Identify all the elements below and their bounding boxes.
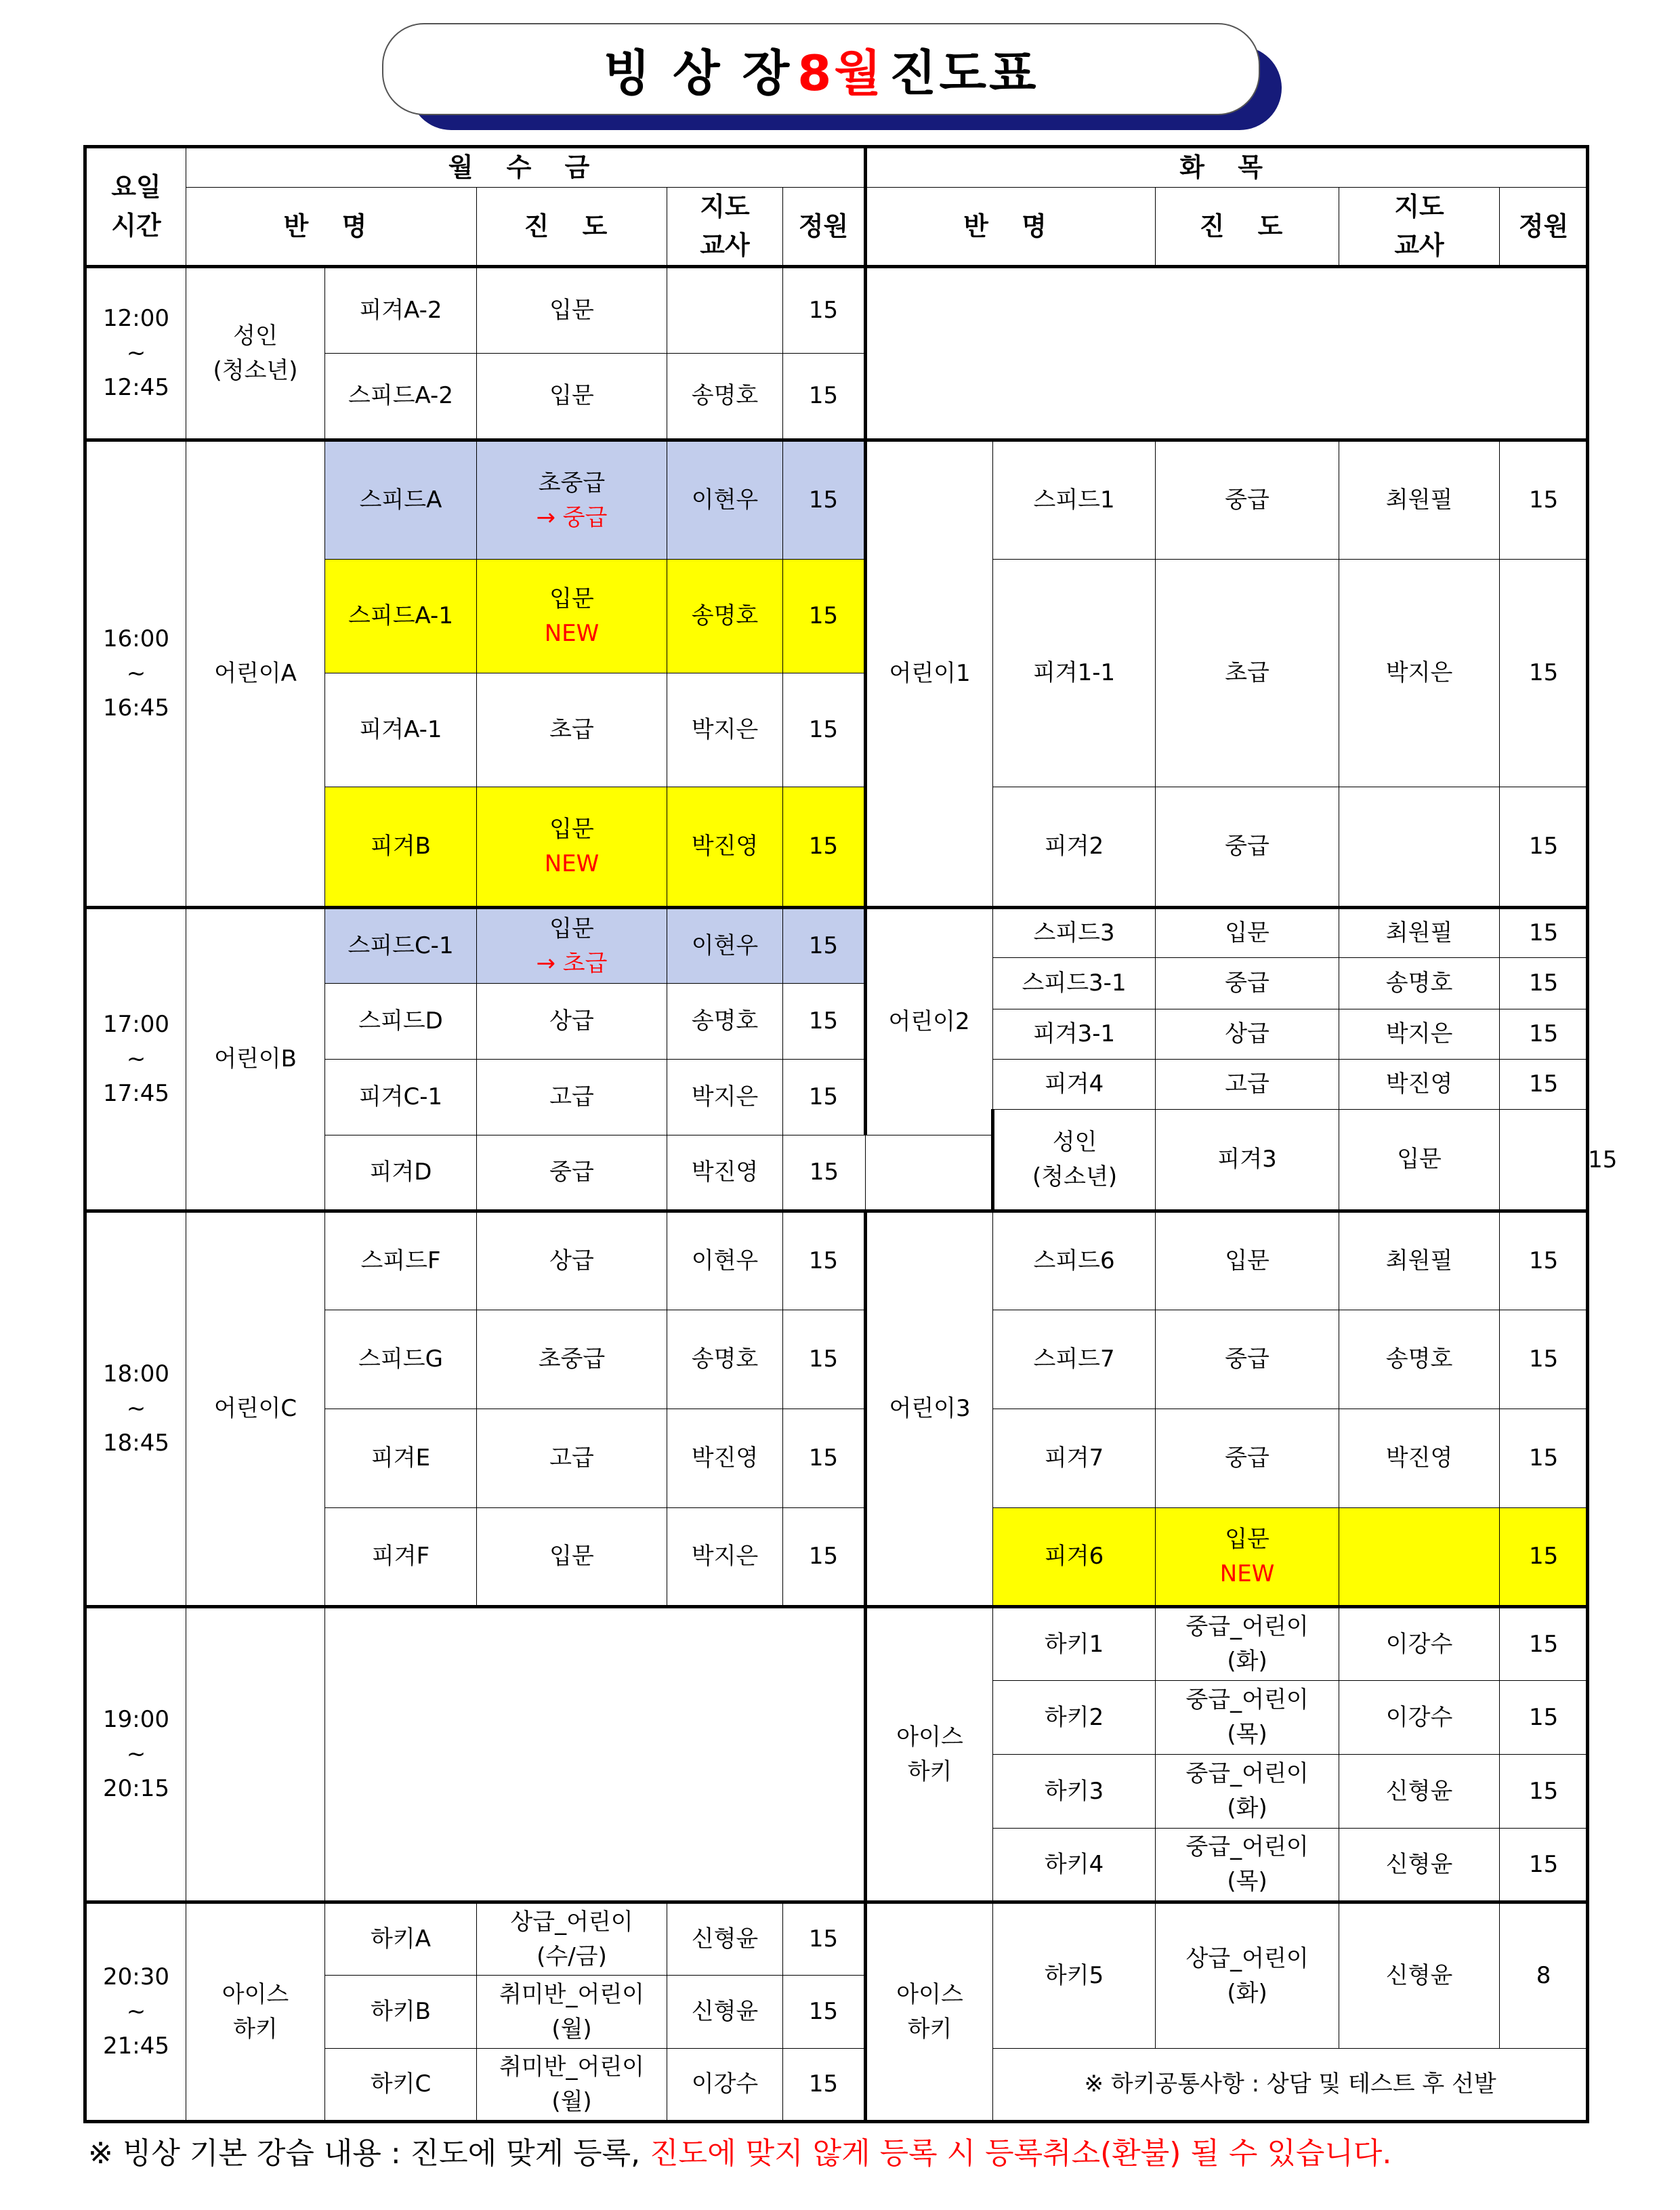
schedule-table: 요일 시간 월 수 금 화 목 반 명 진 도 지도 교사 정원 반 명 진 도 지도 교사 정원 12:00 ~ 12:45 성인 (청소년) 피겨A-2 입문 15 스피드A-2 입문 송명호 15 16:00 ~ 16:45 어린이A 스피드A 초중급 → 중급 이현우 15 어린이1 스피드1 중급 최원필 15 스피드A-1 입문 NEW 송명호 15 피겨1-1 초급 박지은 15 피겨A-1 초급 박지은 15 피겨2 중급 15 피겨B 입문 NEW 박진영 15 17:00 ~ 17:45 어린이B 스피드C-1 입문 → 초급 이현우 15 어린이2 스피드3 입문 최원필 15 스피드3-1 중급 송명호 15 스피드D 상급 송명호 15 피겨3-1 상급 박지은 15 피겨C-1 고급 박지은 15 피겨4 고급 박진영 15 성인 (청소년) 피겨3 입문 15 피겨D 중급 박진영 15 18:00 ~ 18:45 어린이C 스피드F 상급 이현우 15 어린이3 스피드6 입문 최원필 15 스피드G 초중급 송명호 15 스피드7 중급 송명호 15 피겨E 고급 박진영 15 피겨7 중급 박진영 15 피겨F 입문 박지은 15 피겨6 입문 NEW 15 19:00 ~ 20:15 아이스 하키 하키1 중급_어린이 (화) 이강수 15 하키2 중급_어린이 (목) 이강수 15 하키3 중급_어린이 (화) 신형윤 15 하키4 중급_어린이 (목) 신형윤 15 20:30 ~ 21:45 아이스 하키 하키A 상급_어린이 (수/금) 신형윤 15 아이스 하키 하키5 상급_어린이 (화) 신형윤 8 하키B 취미반_어린이 (월) 신형윤 15 하키C 취미반_어린이 (월) 이강수 15 ※ 하키공통사항 : 상담 및 테스트 후 선발 <box>83 145 1589 2123</box>
teacher-cell <box>1339 1508 1500 1607</box>
progress-cell: 입문 → 초급 <box>477 908 667 984</box>
teacher-cell: 이현우 <box>667 908 783 984</box>
capacity-cell: 15 <box>783 1508 866 1607</box>
capacity-cell: 15 <box>783 2049 866 2122</box>
teacher-cell: 박진영 <box>667 1409 783 1508</box>
capacity-cell: 15 <box>783 908 866 984</box>
header-mwf: 월 수 금 <box>186 147 866 188</box>
teacher-cell: 박지은 <box>1339 560 1500 787</box>
class-cell: 스피드C-1 <box>325 908 477 984</box>
teacher-cell <box>667 267 783 354</box>
empty-cell <box>186 1607 325 1902</box>
title-banner <box>382 23 1283 131</box>
class-cell: 스피드A-2 <box>325 354 477 440</box>
capacity-cell: 15 <box>1500 440 1588 560</box>
capacity-cell: 8 <box>1500 1902 1588 2049</box>
class-cell: 스피드D <box>325 984 477 1060</box>
capacity-cell: 15 <box>1500 1508 1588 1607</box>
hockey-note: ※ 하키공통사항 : 상담 및 테스트 후 선발 <box>993 2049 1588 2122</box>
progress-cell: 취미반_어린이 (월) <box>477 2049 667 2122</box>
teacher-cell <box>1339 787 1500 908</box>
header-teacher: 지도 교사 <box>1339 188 1500 267</box>
progress-cell: 취미반_어린이 (월) <box>477 1976 667 2049</box>
class-cell: 피겨3-1 <box>993 1009 1156 1060</box>
teacher-cell: 박지은 <box>667 1508 783 1607</box>
teacher-cell: 신형윤 <box>1339 1755 1500 1829</box>
capacity-cell: 15 <box>783 1211 866 1310</box>
header-progress: 진 도 <box>1156 188 1339 267</box>
progress-cell: 고급 <box>477 1409 667 1508</box>
time-slot-5: 19:00 ~ 20:15 <box>85 1607 186 1902</box>
capacity-cell: 15 <box>1500 1681 1588 1755</box>
class-cell: 하키3 <box>993 1755 1156 1829</box>
progress-cell: 중급 <box>1156 958 1339 1009</box>
capacity-cell: 15 <box>1500 1607 1588 1681</box>
teacher-cell: 최원필 <box>1339 1211 1500 1310</box>
group-cell: 성인 (청소년) <box>993 1110 1156 1211</box>
teacher-cell: 이현우 <box>667 1211 783 1310</box>
progress-cell: 중급_어린이 (화) <box>1156 1607 1339 1681</box>
class-cell: 피겨1-1 <box>993 560 1156 787</box>
teacher-cell: 이강수 <box>667 2049 783 2122</box>
time-slot-4: 18:00 ~ 18:45 <box>85 1211 186 1607</box>
capacity-cell: 15 <box>783 1135 866 1211</box>
group-cell: 어린이C <box>186 1211 325 1607</box>
class-cell: 피겨E <box>325 1409 477 1508</box>
time-slot-6: 20:30 ~ 21:45 <box>85 1902 186 2122</box>
class-cell: 피겨7 <box>993 1409 1156 1508</box>
group-cell: 어린이2 <box>866 908 993 1135</box>
teacher-cell: 송명호 <box>667 354 783 440</box>
class-cell: 피겨F <box>325 1508 477 1607</box>
class-cell: 피겨6 <box>993 1508 1156 1607</box>
group-cell: 어린이B <box>186 908 325 1211</box>
teacher-cell: 이강수 <box>1339 1681 1500 1755</box>
teacher-cell: 박진영 <box>667 1135 783 1211</box>
progress-cell: 고급 <box>477 1060 667 1135</box>
progress-cell: 상급_어린이 (수/금) <box>477 1902 667 1976</box>
footer-note-red: 진도에 맞지 않게 등록 시 등록취소(환불) 될 수 있습니다. <box>650 2136 1392 2171</box>
progress-cell: 입문 NEW <box>477 787 667 908</box>
capacity-cell: 15 <box>1500 1060 1588 1110</box>
teacher-cell: 송명호 <box>667 1310 783 1409</box>
capacity-cell: 15 <box>783 1310 866 1409</box>
progress-cell: 입문 NEW <box>1156 1508 1339 1607</box>
progress-cell: 상급 <box>477 984 667 1060</box>
progress-cell: 중급_어린이 (목) <box>1156 1681 1339 1755</box>
capacity-cell: 15 <box>783 1060 866 1135</box>
group-cell: 아이스 하키 <box>866 1902 993 2122</box>
class-cell: 하키4 <box>993 1829 1156 1902</box>
teacher-cell: 송명호 <box>667 984 783 1060</box>
capacity-cell: 15 <box>783 354 866 440</box>
teacher-cell: 송명호 <box>1339 1310 1500 1409</box>
class-cell: 피겨A-2 <box>325 267 477 354</box>
header-time: 시간 <box>111 211 161 241</box>
footer-note <box>88 2129 1391 2172</box>
group-cell: 어린이3 <box>866 1211 993 1607</box>
title-post: 진도표 <box>889 45 1039 102</box>
progress-cell: 초급 <box>477 673 667 787</box>
class-cell: 스피드6 <box>993 1211 1156 1310</box>
teacher-cell <box>1500 1110 1588 1211</box>
teacher-cell: 박지은 <box>1339 1009 1500 1060</box>
teacher-cell: 이강수 <box>1339 1607 1500 1681</box>
footer-note-black: ※ 빙상 기본 강습 내용 : 진도에 맞게 등록, <box>88 2136 650 2171</box>
capacity-cell: 15 <box>783 787 866 908</box>
progress-cell: 중급 <box>1156 1409 1339 1508</box>
title-pre: 빙 상 장 <box>603 45 793 102</box>
class-cell: 스피드A-1 <box>325 560 477 673</box>
progress-cell: 중급 <box>1156 1310 1339 1409</box>
class-cell: 하키B <box>325 1976 477 2049</box>
progress-cell: 입문 <box>1156 908 1339 958</box>
capacity-cell: 15 <box>783 560 866 673</box>
title-month: 8월 <box>797 45 884 102</box>
progress-cell: 중급_어린이 (화) <box>1156 1755 1339 1829</box>
group-cell: 어린이1 <box>866 440 993 908</box>
group-cell: 어린이A <box>186 440 325 908</box>
capacity-cell: 15 <box>783 267 866 354</box>
teacher-cell: 박진영 <box>667 787 783 908</box>
class-cell: 스피드3 <box>993 908 1156 958</box>
empty-cell <box>866 267 1588 440</box>
header-day-time <box>85 147 186 267</box>
class-cell: 피겨B <box>325 787 477 908</box>
teacher-cell: 박지은 <box>667 673 783 787</box>
capacity-cell: 15 <box>1500 1755 1588 1829</box>
header-teacher: 지도 교사 <box>667 188 783 267</box>
group-cell: 성인 (청소년) <box>186 267 325 440</box>
class-cell: 스피드3-1 <box>993 958 1156 1009</box>
capacity-cell: 15 <box>1500 1829 1588 1902</box>
class-cell: 피겨D <box>325 1135 477 1211</box>
progress-cell: 초급 <box>1156 560 1339 787</box>
class-cell: 피겨2 <box>993 787 1156 908</box>
progress-cell: 중급_어린이 (목) <box>1156 1829 1339 1902</box>
time-slot-3: 17:00 ~ 17:45 <box>85 908 186 1211</box>
group-cell: 아이스 하키 <box>866 1607 993 1902</box>
class-cell: 하키1 <box>993 1607 1156 1681</box>
capacity-cell: 15 <box>1500 1310 1588 1409</box>
progress-cell: 고급 <box>1156 1060 1339 1110</box>
time-slot-1: 12:00 ~ 12:45 <box>85 267 186 440</box>
progress-cell: 중급 <box>1156 787 1339 908</box>
capacity-cell: 15 <box>783 1976 866 2049</box>
capacity-cell: 15 <box>1500 1009 1588 1060</box>
capacity-cell: 15 <box>783 673 866 787</box>
progress-cell: 초중급 <box>477 1310 667 1409</box>
header-class: 반 명 <box>186 188 477 267</box>
header-capacity: 정원 <box>1500 188 1588 267</box>
progress-cell: 중급 <box>1156 440 1339 560</box>
progress-cell: 입문 <box>477 354 667 440</box>
class-cell: 하키5 <box>993 1902 1156 2049</box>
teacher-cell: 박지은 <box>667 1060 783 1135</box>
progress-cell: 초중급 → 중급 <box>477 440 667 560</box>
header-capacity: 정원 <box>783 188 866 267</box>
progress-cell: 입문 <box>1339 1110 1500 1211</box>
teacher-cell: 박진영 <box>1339 1409 1500 1508</box>
capacity-cell: 15 <box>1500 560 1588 787</box>
capacity-cell: 15 <box>783 1409 866 1508</box>
class-cell: 피겨A-1 <box>325 673 477 787</box>
header-progress: 진 도 <box>477 188 667 267</box>
teacher-cell: 최원필 <box>1339 908 1500 958</box>
progress-cell: 입문 <box>477 267 667 354</box>
class-cell: 스피드G <box>325 1310 477 1409</box>
teacher-cell: 이현우 <box>667 440 783 560</box>
teacher-cell: 신형윤 <box>1339 1829 1500 1902</box>
capacity-cell: 15 <box>1500 1211 1588 1310</box>
header-day: 요일 <box>111 172 161 202</box>
header-class: 반 명 <box>866 188 1156 267</box>
teacher-cell: 송명호 <box>667 560 783 673</box>
progress-cell: 상급 <box>477 1211 667 1310</box>
header-tt: 화 목 <box>866 147 1588 188</box>
teacher-cell: 신형윤 <box>667 1902 783 1976</box>
class-cell: 스피드A <box>325 440 477 560</box>
teacher-cell: 박진영 <box>1339 1060 1500 1110</box>
class-cell: 하키2 <box>993 1681 1156 1755</box>
class-cell: 피겨3 <box>1156 1110 1339 1211</box>
progress-cell: 상급_어린이 (화) <box>1156 1902 1339 2049</box>
class-cell: 스피드7 <box>993 1310 1156 1409</box>
progress-cell: 입문 NEW <box>477 560 667 673</box>
class-cell: 피겨4 <box>993 1060 1156 1110</box>
capacity-cell: 15 <box>783 984 866 1060</box>
class-cell: 피겨C-1 <box>325 1060 477 1135</box>
teacher-cell: 최원필 <box>1339 440 1500 560</box>
capacity-cell: 15 <box>1500 787 1588 908</box>
capacity-cell: 15 <box>1500 908 1588 958</box>
progress-cell: 중급 <box>477 1135 667 1211</box>
progress-cell: 입문 <box>1156 1211 1339 1310</box>
class-cell: 스피드F <box>325 1211 477 1310</box>
class-cell: 하키A <box>325 1902 477 1976</box>
capacity-cell: 15 <box>783 440 866 560</box>
time-slot-2: 16:00 ~ 16:45 <box>85 440 186 908</box>
teacher-cell: 신형윤 <box>667 1976 783 2049</box>
teacher-cell: 송명호 <box>1339 958 1500 1009</box>
capacity-cell: 15 <box>783 1902 866 1976</box>
progress-cell: 입문 <box>477 1508 667 1607</box>
teacher-cell: 신형윤 <box>1339 1902 1500 2049</box>
empty-cell <box>325 1607 866 1902</box>
capacity-cell: 15 <box>1500 1409 1588 1508</box>
progress-cell: 상급 <box>1156 1009 1339 1060</box>
page-title <box>382 23 1260 115</box>
class-cell: 하키C <box>325 2049 477 2122</box>
class-cell: 스피드1 <box>993 440 1156 560</box>
group-cell: 아이스 하키 <box>186 1902 325 2122</box>
capacity-cell: 15 <box>1500 958 1588 1009</box>
